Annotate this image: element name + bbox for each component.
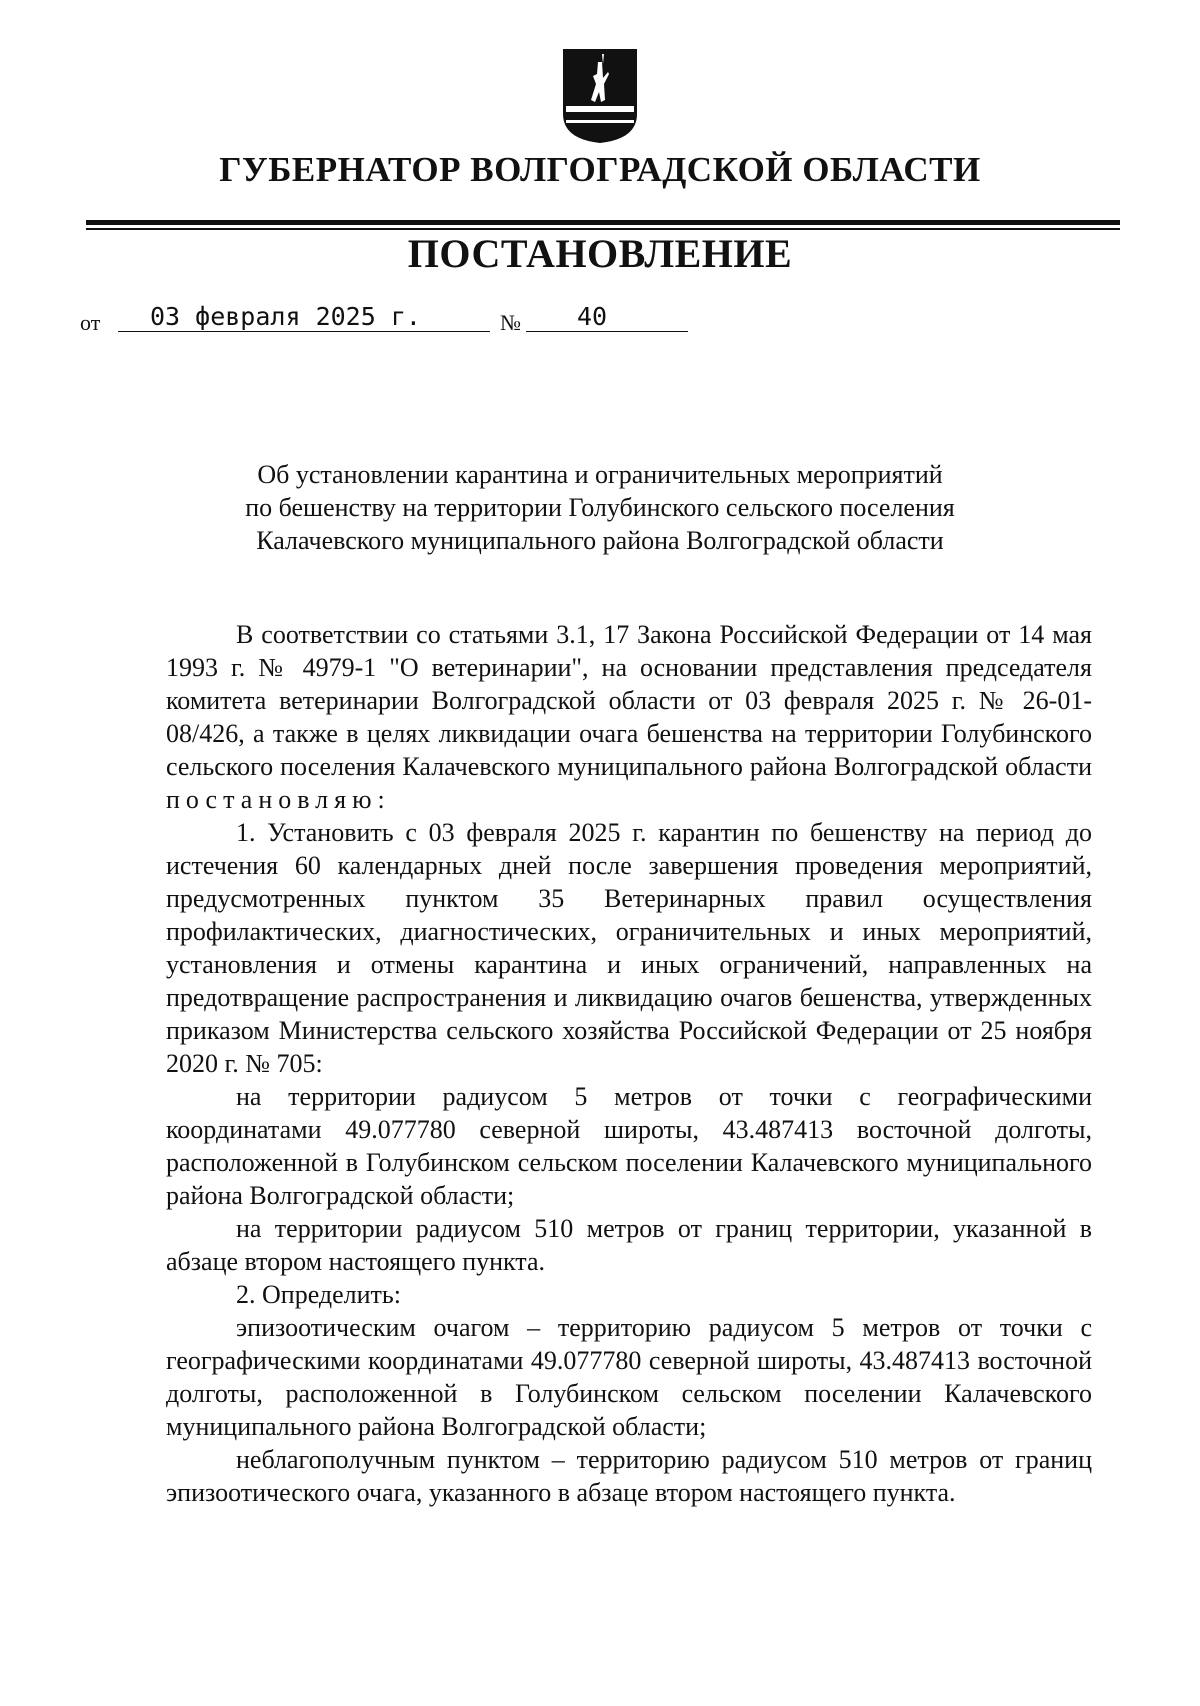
document-type-title: ПОСТАНОВЛЕНИЕ bbox=[407, 231, 793, 276]
document-date: 03 февраля 2025 г. bbox=[150, 302, 421, 331]
preamble-text: В соответствии со статьями 3.1, 17 Закона Российской Федерации от 14 мая 1993 г. № 4979-1 "О ветеринарии", на основании представления председателя комитета ветеринарии Волгоградской области от 03 февраля 2025 г. № 26-01-08/426, а также в целях ликвидации очага бешенства на территории Голубинского сельского поселения Калачевского муниципального района Волгоградской области bbox=[166, 620, 1092, 781]
subject-line: Калачевского муниципального района Волгоградской области bbox=[256, 526, 944, 555]
subject-line: по бешенству на территории Голубинского сельского поселения bbox=[245, 493, 955, 522]
body-paragraph: 1. Установить с 03 февраля 2025 г. карантин по бешенству на период до истечения 60 календарных дней после завершения проведения мероприятий, предусмотренных пунктом 35 Ветеринарных правил осуществления профилактических, диагностических, ограничительных и иных мероприятий, установления и отмены карантина и иных ограничений, направленных на предотвращение распространения и ликвидацию очагов бешенства, утвержденных приказом Министерства сельского хозяйства Российской Федерации от 25 ноября 2020 г. № 705: bbox=[166, 818, 1092, 1078]
number-underline bbox=[526, 331, 688, 332]
subject-line: Об установлении карантина и ограничительных мероприятий bbox=[257, 460, 943, 489]
date-underline bbox=[118, 331, 490, 332]
header-divider-thick bbox=[86, 220, 1120, 225]
number-prefix: № bbox=[500, 310, 521, 335]
authority-title: ГУБЕРНАТОР ВОЛГОГРАДСКОЙ ОБЛАСТИ bbox=[219, 150, 981, 189]
date-prefix: от bbox=[80, 310, 101, 335]
body-paragraph: на территории радиусом 5 метров от точки с географическими координатами 49.077780 северной широты, 43.487413 восточной долготы, расположенной в Голубинском сельском поселении Калачевского муниципального района Волгоградской области; bbox=[166, 1082, 1092, 1210]
document-subject bbox=[150, 458, 1050, 557]
volgograd-oblast-emblem-icon bbox=[562, 48, 638, 144]
decree-word: постановляю: bbox=[166, 785, 391, 814]
body-paragraph bbox=[166, 618, 1092, 816]
body-paragraph: на территории радиусом 510 метров от границ территории, указанной в абзаце втором настоящего пункта. bbox=[166, 1214, 1092, 1276]
document-number: 40 bbox=[577, 302, 608, 331]
body-paragraph: эпизоотическим очагом – территорию радиусом 5 метров от точки с географическими координатами 49.077780 северной широты, 43.487413 восточной долготы, расположенной в Голубинском сельском поселении Калачевского муниципального района Волгоградской области; bbox=[166, 1313, 1092, 1441]
document-body bbox=[166, 618, 1092, 1509]
body-paragraph: 2. Определить: bbox=[236, 1280, 401, 1309]
body-paragraph: неблагополучным пунктом – территорию радиусом 510 метров от границ эпизоотического очага, указанного в абзаце втором настоящего пункта. bbox=[166, 1445, 1092, 1507]
